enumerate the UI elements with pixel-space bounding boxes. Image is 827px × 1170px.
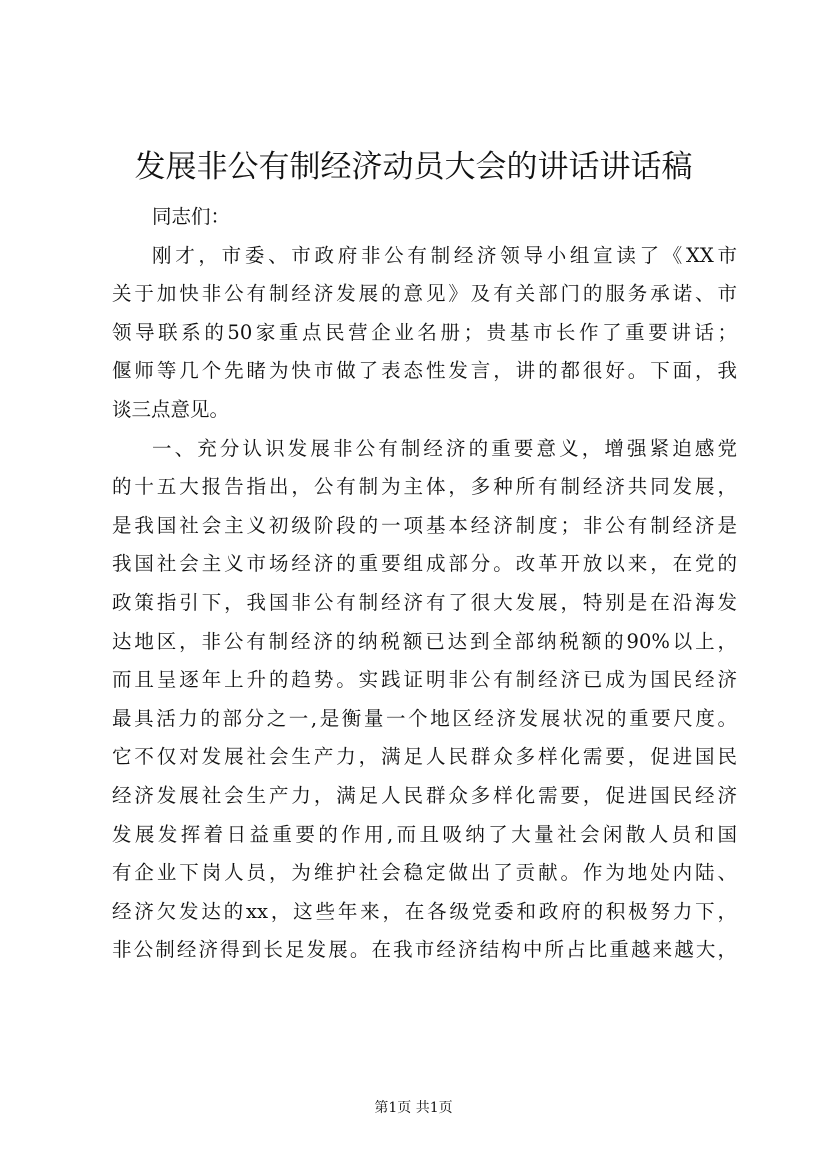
document-body: [112, 198, 737, 970]
salutation-line: 同志们：: [152, 205, 231, 228]
paragraph-line: 经济发展社会生产力，满足人民群众多样化需要，促进国民经济: [112, 783, 737, 807]
paragraph-line: 发展发挥着日益重要的作用,而且吸纳了大量社会闲散人员和国: [112, 822, 737, 846]
paragraph-line: 谈三点意见。: [112, 397, 230, 421]
paragraph-line: 最具活力的部分之一,是衡量一个地区经济发展状况的重要尺度。: [112, 706, 737, 730]
paragraph-line: 领导联系的50家重点民营企业名册；贵基市长作了重要讲话；: [112, 320, 737, 344]
paragraph-line: 达地区，非公有制经济的纳税额已达到全部纳税额的90%以上，: [112, 629, 737, 653]
paragraph-line: 偃师等几个先睹为快市做了表态性发言，讲的都很好。下面，我: [112, 359, 737, 383]
section-heading-line: 一、充分认识发展非公有制经济的重要意义，增强紧迫感党: [152, 436, 737, 460]
paragraph-line: 是我国社会主义初级阶段的一项基本经济制度；非公有制经济是: [112, 513, 737, 537]
paragraph-line: 而且呈逐年上升的趋势。实践证明非公有制经济已成为国民经济: [112, 668, 737, 692]
paragraph-line: 经济欠发达的xx，这些年来，在各级党委和政府的积极努力下，: [112, 899, 737, 923]
paragraph-line: 的十五大报告指出，公有制为主体，多种所有制经济共同发展，: [112, 475, 737, 499]
page-footer: 第1页 共1页: [374, 1100, 453, 1116]
paragraph-line: 政策指引下，我国非公有制经济有了很大发展，特别是在沿海发: [112, 590, 737, 614]
paragraph-line: 非公制经济得到长足发展。在我市经济结构中所占比重越来越大，: [112, 938, 737, 962]
document-title: 发展非公有制经济动员大会的讲话讲话稿: [134, 149, 693, 185]
paragraph-line: 刚才，市委、市政府非公有制经济领导小组宣读了《XX市: [152, 243, 737, 267]
paragraph-line: 有企业下岗人员，为维护社会稳定做出了贡献。作为地处内陆、: [112, 861, 737, 885]
paragraph-line: 它不仅对发展社会生产力，满足人民群众多样化需要，促进国民: [112, 745, 737, 769]
paragraph-line: 我国社会主义市场经济的重要组成部分。改革开放以来，在党的: [112, 552, 737, 576]
paragraph-line: 关于加快非公有制经济发展的意见》及有关部门的服务承诺、市: [112, 282, 737, 306]
